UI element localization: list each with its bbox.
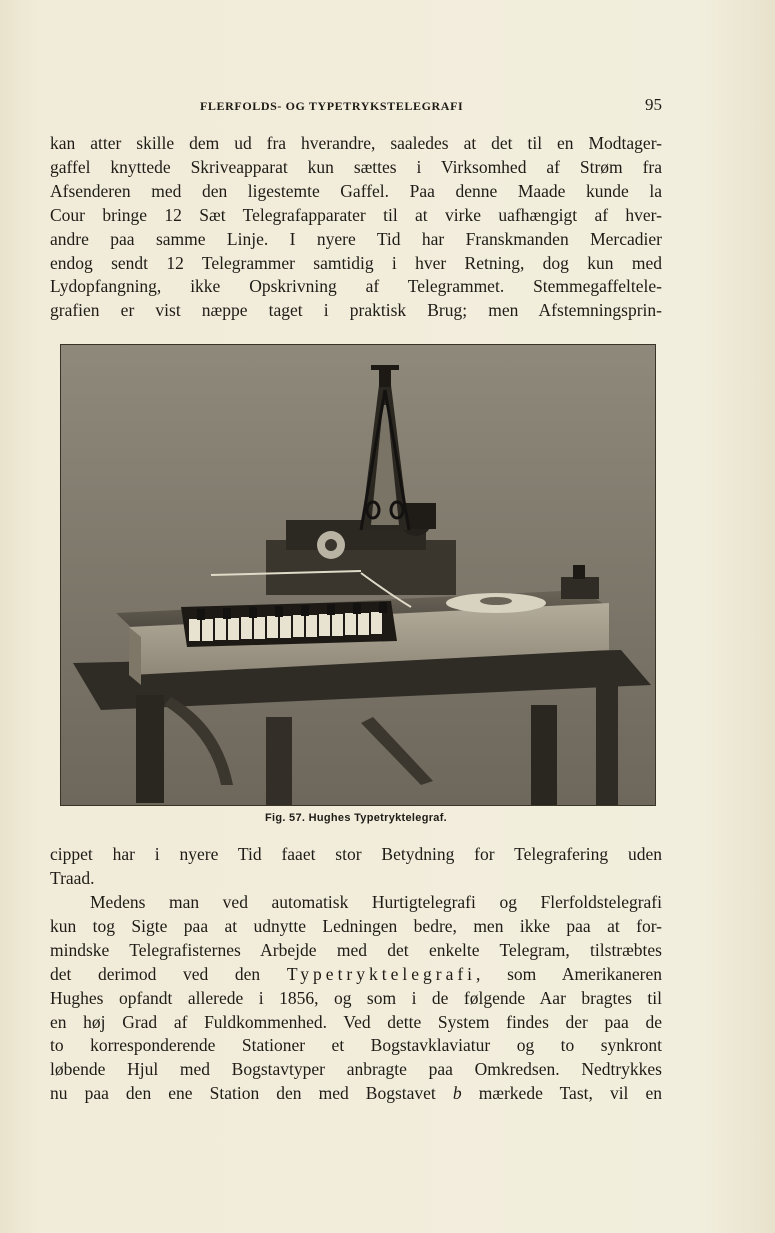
spaced-term: Typetryktelegrafi <box>286 963 477 984</box>
text-line: kan atter skille dem ud fra hverandre, saaledes at det til en Modtager- <box>50 133 662 153</box>
text-line: en høj Grad af Fuldkommenhed. Ved dette System findes der paa de <box>50 1011 662 1032</box>
text-line <box>50 1082 662 1106</box>
telegraph-machine-illustration <box>61 345 655 805</box>
text-line: kun tog Sigte paa at udnytte Ledningen bedre, men ikke paa at for- <box>50 915 662 936</box>
text-line: endog sendt 12 Telegrammer samtidig i hver Retning, dog kun med <box>50 252 662 273</box>
page-number: 95 <box>645 95 662 114</box>
text-line: Traad. <box>50 867 95 888</box>
running-title: FLERFOLDS- OG TYPETRYKSTELEGRAFI <box>200 99 464 113</box>
text-line: Medens man ved automatisk Hurtigtelegrafi og Flerfoldstelegrafi <box>90 892 662 912</box>
text-line: cippet har i nyere Tid faaet stor Betydning for Telegrafering uden <box>50 844 662 864</box>
paragraph-3 <box>50 891 662 1106</box>
text-line: andre paa samme Linje. I nyere Tid har Franskmanden Mercadier <box>50 228 662 249</box>
text-line: Afsenderen med den ligestemte Gaffel. Paa denne Maade kunde la <box>50 180 662 201</box>
text-line <box>50 963 662 987</box>
figure-hughes-telegraph-photo <box>60 344 656 806</box>
paragraph-2 <box>50 843 662 891</box>
text-line: to korresponderende Stationer et Bogstavklaviatur og to synkront <box>50 1035 662 1056</box>
italic-letter: b <box>452 1083 462 1104</box>
text-line: grafien er vist næppe taget i praktisk Brug; men Afstemningsprin- <box>50 300 662 321</box>
text-line: løbende Hjul med Bogstavtyper anbragte paa Omkredsen. Nedtrykkes <box>50 1059 662 1080</box>
text-segment: mærkede Tast, vil en <box>461 1083 663 1104</box>
page-header <box>50 95 662 119</box>
paragraph-1 <box>50 132 662 323</box>
text-line: Cour bringe 12 Sæt Telegrafapparater til at virke uafhængigt af hver- <box>50 204 662 225</box>
text-line: gaffel knyttede Skriveapparat kun sættes i Virksomhed af Strøm fra <box>50 156 662 177</box>
figure-caption: Fig. 57. Hughes Typetryktelegraf. <box>264 812 448 824</box>
text-segment: , som Amerikaneren <box>476 963 663 984</box>
text-line: mindske Telegrafisternes Arbejde med det enkelte Telegram, tilstræbtes <box>50 939 662 960</box>
text-segment: nu paa den ene Station den med Bogstavet <box>50 1083 453 1104</box>
text-line: Hughes opfandt allerede i 1856, og som i de følgende Aar bragtes til <box>50 987 662 1008</box>
text-segment: det derimod ved den <box>50 963 287 984</box>
text-line: Lydopfangning, ikke Opskrivning af Telegrammet. Stemmegaffeltele- <box>50 276 662 297</box>
